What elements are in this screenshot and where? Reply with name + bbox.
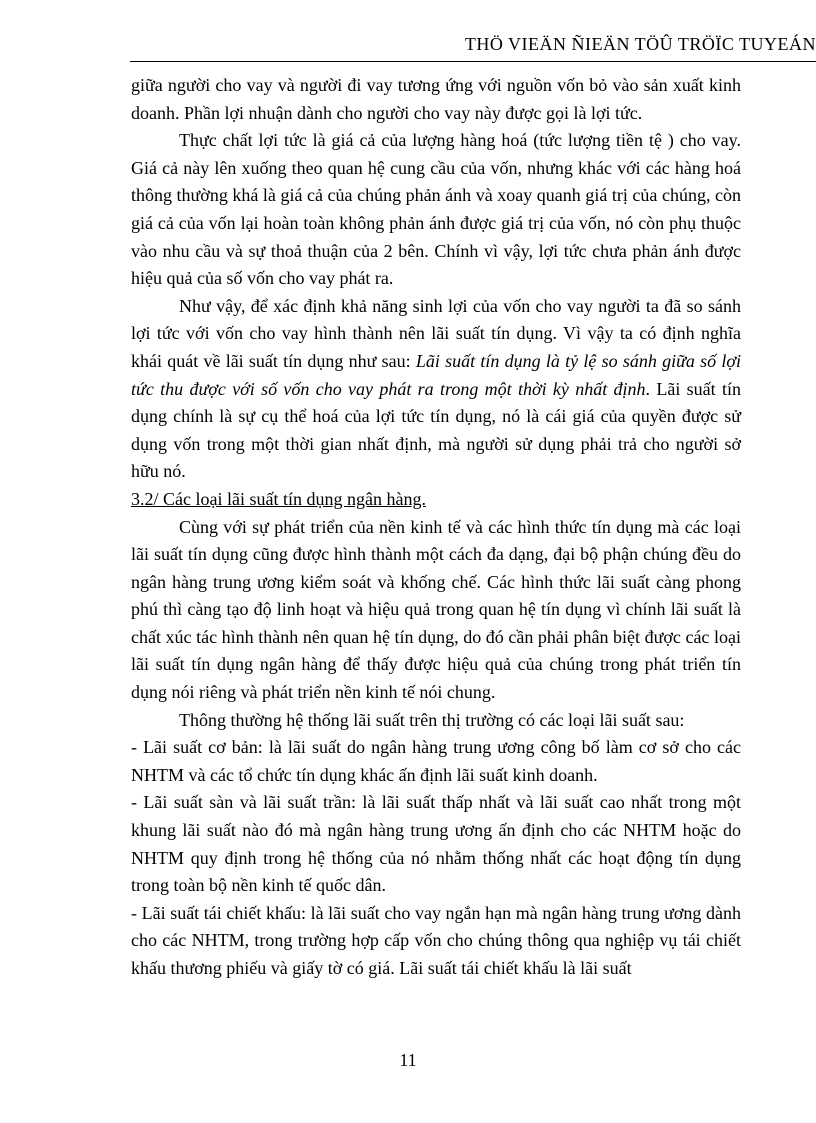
paragraph-4: Cùng với sự phát triển của nền kinh tế và các hình thức tín dụng mà các loại lãi suất tín dụng cũng được hình thành một cách đa dạng, đại bộ phận chúng đều do ngân hàng trung ương kiểm soát và khống chế. Các hình thức lãi suất càng phong phú thì càng tạo độ linh hoạt và hiệu quả trong quan hệ tín dụng vì chính lãi suất là chất xúc tác hình thành nên quan hệ tín dụng, do đó cần phải phân biệt được các loại lãi suất tín dụng ngân hàng để thấy được hiệu quả của chúng trong phát triển tín dụng nói riêng và phát triển nền kinh tế nói chung. bbox=[131, 516, 741, 703]
page-number: 11 bbox=[399, 1050, 417, 1070]
paragraph-1: giữa người cho vay và người đi vay tương ứng với nguồn vốn bỏ vào sản xuất kinh doanh. Phần lợi nhuận dành cho người cho vay này được gọi là lợi tức. bbox=[131, 75, 741, 123]
paragraph-3 bbox=[131, 293, 741, 486]
paragraph-5: Thông thường hệ thống lãi suất trên thị trường có các loại lãi suất sau: bbox=[179, 709, 685, 730]
list-item-rediscount-rate: - Lãi suất tái chiết khấu: là lãi suất cho vay ngắn hạn mà ngân hàng trung ương dành cho các NHTM, trong trường hợp cấp vốn cho chúng thông qua nghiệp vụ tái chiết khấu thương phiếu và giấy tờ có giá. Lãi suất tái chiết khấu là lãi suất bbox=[131, 902, 741, 978]
page-header-title: THÖ VIEÄN ÑIEÄN TÖÛ TRÖÏC TUYEÁN bbox=[464, 34, 816, 54]
section-heading: 3.2/ Các loại lãi suất tín dụng ngân hàng. bbox=[131, 488, 426, 509]
paragraph-3-end: . Lãi suất tín dụng chính là sự cụ thể hoá của lợi tức tín dụng, nó là cái giá của quyền được sử dụng vốn trong một thời gian nhất định, mà người sử dụng phải trả cho người sở hữu nó. bbox=[131, 378, 741, 482]
list-item-floor-ceiling-rate: - Lãi suất sàn và lãi suất trần: là lãi suất thấp nhất và lãi suất cao nhất trong một khung lãi suất nào đó mà ngân hàng trung ương ấn định cho các NHTM hoặc do NHTM quy định trong hệ thống của nó nhằm thống nhất các hoạt động tín dụng trong toàn bộ nền kinh tế quốc dân. bbox=[131, 792, 741, 896]
header-rule bbox=[130, 61, 816, 62]
document-body bbox=[131, 72, 741, 983]
paragraph-3-start: Như vậy, để xác định khả năng sinh lợi của vốn cho vay người ta đã so sánh lợi tức với vốn cho vay hình thành nên lãi suất tín dụng. Vì vậy ta có định nghĩa khái quát về lãi suất tín dụng như sau: bbox=[131, 295, 741, 371]
list-item-base-rate: - Lãi suất cơ bản: là lãi suất do ngân hàng trung ương công bố làm cơ sở cho các NHTM và các tổ chức tín dụng khác ấn định lãi suất kinh doanh. bbox=[131, 737, 741, 785]
paragraph-2: Thực chất lợi tức là giá cả của lượng hàng hoá (tức lượng tiền tệ ) cho vay. Giá cả này lên xuống theo quan hệ cung cầu của vốn, nhưng khác với các hàng hoá thông thường khá là giá cả của chúng phản ánh và xoay quanh giá trị của chúng, còn giá cả của vốn lại hoàn toàn không phản ánh được giá trị của vốn, nó còn phụ thuộc vào nhu cầu và sự thoả thuận của 2 bên. Chính vì vậy, lợi tức chưa phản ánh được hiệu quả của số vốn cho vay phát ra. bbox=[131, 130, 741, 289]
definition-italic: Lãi suất tín dụng là tỷ lệ so sánh giữa số lợi tức thu được với số vốn cho vay phát ra trong một thời kỳ nhất định bbox=[131, 350, 741, 399]
